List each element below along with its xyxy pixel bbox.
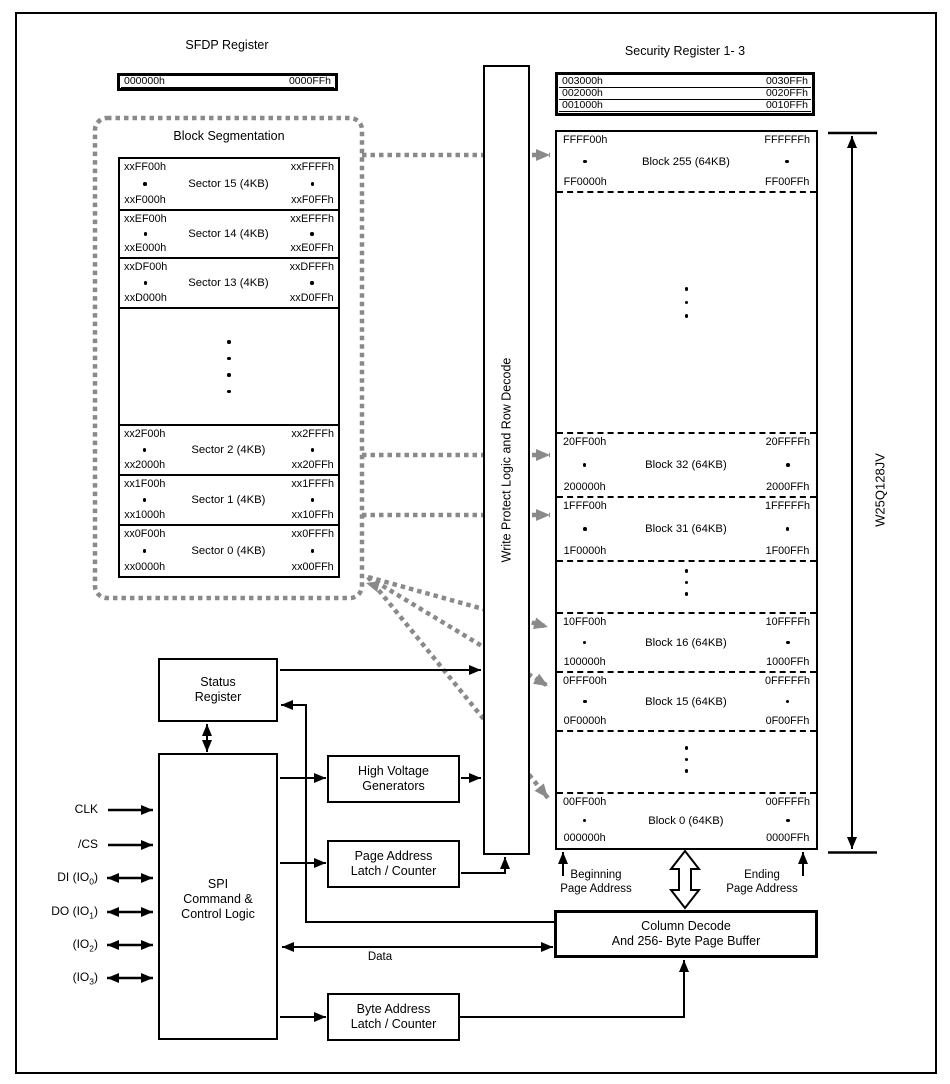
ellipsis-dot — [583, 819, 587, 823]
byte-address-label: Byte Address — [356, 1002, 431, 1016]
block-addr: 0FFF00h — [563, 675, 607, 687]
page-address-label: Latch / Counter — [350, 864, 437, 878]
ellipsis-dot — [311, 182, 315, 186]
column-decode-label: And 256- Byte Page Buffer — [611, 934, 761, 948]
data-bus-label: Data — [367, 951, 393, 963]
memory-block-row — [557, 792, 816, 847]
vertical-ellipsis — [557, 569, 816, 596]
block-name: Block 15 (64KB) — [645, 695, 727, 708]
block-addr: 20FFFFh — [765, 436, 810, 448]
ellipsis-dot — [785, 160, 789, 164]
block-segmentation-title: Block Segmentation — [173, 129, 285, 143]
spi-control-box — [158, 753, 278, 1040]
ellipsis-dot — [143, 498, 147, 502]
block-addr: 000000h — [563, 832, 606, 845]
ellipsis-dot — [144, 281, 148, 285]
ending-page-address-label: Ending Page Address — [726, 869, 798, 895]
block-addr: 0F00FFh — [765, 715, 810, 728]
sector-addr: xx0FFFh — [291, 528, 334, 540]
security-start-address: 003000h — [562, 75, 603, 87]
sector-addr: xxF0FFh — [291, 194, 334, 207]
sector-name: Sector 15 (4KB) — [188, 178, 269, 190]
vertical-ellipsis — [557, 746, 816, 773]
sector-name: Sector 1 (4KB) — [191, 494, 266, 506]
pin-label-do-io1: DO $(IO_1)$ — [51, 904, 98, 921]
security-register-box — [555, 72, 815, 116]
page-address-label: Page Address — [354, 849, 433, 863]
sector-addr: xx10FFh — [291, 509, 334, 522]
column-decode-label: Column Decode — [641, 919, 731, 933]
page-address-latch-box — [327, 840, 460, 888]
block-name: Block 16 (64KB) — [645, 636, 727, 649]
block-addr: FF00FFh — [765, 176, 810, 189]
sector-addr: xxDFFFh — [289, 261, 334, 273]
ellipsis-dot — [311, 448, 315, 452]
memory-block-row — [557, 432, 816, 496]
memory-block-row — [557, 132, 816, 193]
security-end-address: 0020FFh — [765, 87, 808, 99]
block-addr: 10FFFFh — [765, 616, 810, 628]
memory-array-box — [555, 130, 818, 850]
sector-addr: xxDF00h — [124, 261, 168, 273]
sector-addr: xx2F00h — [124, 428, 166, 440]
spi-control-label: SPI Command & Control Logic — [181, 877, 255, 921]
pin-label-di-io0: DI $(IO_0)$ — [57, 870, 98, 887]
pin-label-clk: CLK — [74, 802, 98, 816]
ellipsis-dot — [786, 463, 790, 467]
sector-addr: xx1000h — [124, 509, 166, 522]
security-end-address: 0010FFh — [765, 99, 808, 111]
sector-row — [120, 476, 338, 526]
sector-row — [120, 526, 338, 576]
security-start-address: 002000h — [562, 87, 603, 99]
block-addr: 1F0000h — [563, 545, 607, 558]
ellipsis-dot — [143, 448, 147, 452]
sfdp-start-address: 000000h — [124, 75, 165, 88]
vertical-ellipsis — [120, 309, 338, 424]
status-register-label: Status — [200, 675, 236, 689]
sector-addr: xxD000h — [124, 292, 167, 305]
sector-addr: xxEF00h — [124, 213, 167, 225]
sfdp-title: SFDP Register — [185, 38, 269, 52]
ellipsis-dot — [583, 463, 587, 467]
ellipsis-dot — [311, 498, 315, 502]
security-title: Security Register 1- 3 — [624, 44, 746, 58]
sector-addr: xxFFFFh — [290, 161, 334, 173]
block-addr: 200000h — [563, 481, 606, 494]
sector-addr: xx1FFFh — [291, 478, 334, 490]
security-start-address: 001000h — [562, 99, 603, 111]
sector-addr: xxE000h — [124, 242, 167, 255]
wire-pageaddr-to-wp — [461, 857, 505, 873]
sfdp-register-box — [117, 73, 338, 91]
block-addr: 20FF00h — [563, 436, 607, 448]
beginning-page-address-label: Beginning Page Address — [560, 869, 632, 895]
byte-address-latch-box — [327, 993, 460, 1041]
dimension-line — [828, 133, 877, 853]
column-decode-box — [554, 910, 818, 958]
ellipsis-dot — [786, 527, 790, 531]
pin-label-io3: $(IO_3)$ — [72, 970, 98, 987]
sector-table — [118, 157, 340, 578]
pin-label-cs: /CS — [77, 837, 98, 851]
block-addr: 100000h — [563, 656, 606, 669]
block-addr: FFFFFFh — [764, 134, 810, 146]
write-protect-label: Write Protect Logic and Row Decode — [499, 357, 514, 563]
block-addr: 00FF00h — [563, 796, 607, 808]
pin-label-io2: $(IO_2)$ — [72, 937, 98, 954]
block-name: Block 31 (64KB) — [645, 523, 727, 535]
memory-block-row — [557, 496, 816, 562]
sfdp-row — [121, 76, 334, 88]
hvg-label: High Voltage — [358, 764, 429, 778]
high-voltage-generators-box — [327, 755, 460, 803]
ellipsis-dot — [143, 182, 147, 186]
memory-block-row — [557, 612, 816, 671]
ellipsis-dot — [583, 160, 587, 164]
block-addr: 0F0000h — [563, 715, 607, 728]
sfdp-end-address: 0000FFh — [288, 75, 331, 88]
ellipsis-dot — [310, 281, 314, 285]
memory-block-row — [557, 671, 816, 732]
sector-addr: xx2000h — [124, 459, 166, 472]
status-register-label: Register — [194, 690, 242, 704]
dotted-corner-arrow — [366, 581, 380, 592]
block-name: Block 0 (64KB) — [648, 814, 724, 827]
sector-addr: xxEFFFh — [290, 213, 334, 225]
sector-addr: xxF000h — [124, 194, 166, 207]
block-addr: 00FFFFh — [765, 796, 810, 808]
sector-row — [120, 426, 338, 476]
sector-addr: xxD0FFh — [289, 292, 334, 305]
chip-name-label: W25Q128JV — [872, 453, 888, 527]
ellipsis-dot — [786, 700, 790, 704]
ellipsis-dot — [583, 641, 587, 645]
sector-name: Sector 14 (4KB) — [188, 228, 269, 240]
block-addr: 0FFFFFh — [764, 675, 810, 687]
sector-addr: xx1F00h — [124, 478, 166, 490]
ellipsis-dot — [583, 527, 587, 531]
sector-addr: xx20FFh — [291, 459, 334, 472]
sector-addr: xx0000h — [124, 561, 166, 574]
sector-row — [120, 211, 338, 259]
array-coldecode-double-arrow — [671, 851, 699, 908]
sector-name: Sector 13 (4KB) — [188, 277, 269, 289]
sector-addr: xx00FFh — [291, 561, 334, 574]
sector-addr: xxE0FFh — [290, 242, 334, 255]
block-addr: 1000FFh — [766, 656, 810, 669]
block-addr: 0000FFh — [766, 832, 810, 845]
block-addr: 2000FFh — [766, 481, 810, 494]
status-register-box — [158, 658, 278, 722]
sector-addr: xxFF00h — [124, 161, 167, 173]
signal-arrows — [107, 810, 153, 978]
ellipsis-dot — [786, 819, 790, 823]
vertical-ellipsis — [557, 287, 816, 318]
sector-gap — [120, 309, 338, 426]
sector-name: Sector 2 (4KB) — [191, 444, 266, 456]
block-name: Block 255 (64KB) — [641, 155, 730, 168]
ellipsis-dot — [310, 232, 314, 236]
wire-byteaddr-to-coldecode — [460, 960, 684, 1017]
ellipsis-dot — [786, 641, 790, 645]
ellipsis-dot — [144, 232, 148, 236]
ellipsis-dot — [311, 549, 315, 553]
sector-name: Sector 0 (4KB) — [191, 545, 266, 557]
security-end-address: 0030FFh — [765, 75, 808, 87]
ellipsis-dot — [143, 549, 147, 553]
sector-row — [120, 259, 338, 309]
block-addr: 1F00FFh — [765, 545, 810, 558]
block-addr: FFFF00h — [563, 134, 608, 146]
hvg-label: Generators — [362, 779, 425, 793]
block-addr: FF0000h — [563, 176, 607, 189]
sector-row — [120, 159, 338, 211]
sector-addr: xx0F00h — [124, 528, 166, 540]
block-addr: 10FF00h — [563, 616, 607, 628]
block-addr: 1FFF00h — [563, 500, 607, 512]
block-addr: 1FFFFFh — [764, 500, 810, 512]
security-row — [559, 100, 811, 112]
byte-address-label: Latch / Counter — [350, 1017, 437, 1031]
sector-addr: xx2FFFh — [291, 428, 334, 440]
ellipsis-dot — [583, 700, 587, 704]
write-protect-row-decode-box — [483, 65, 530, 855]
block-name: Block 32 (64KB) — [645, 459, 727, 471]
